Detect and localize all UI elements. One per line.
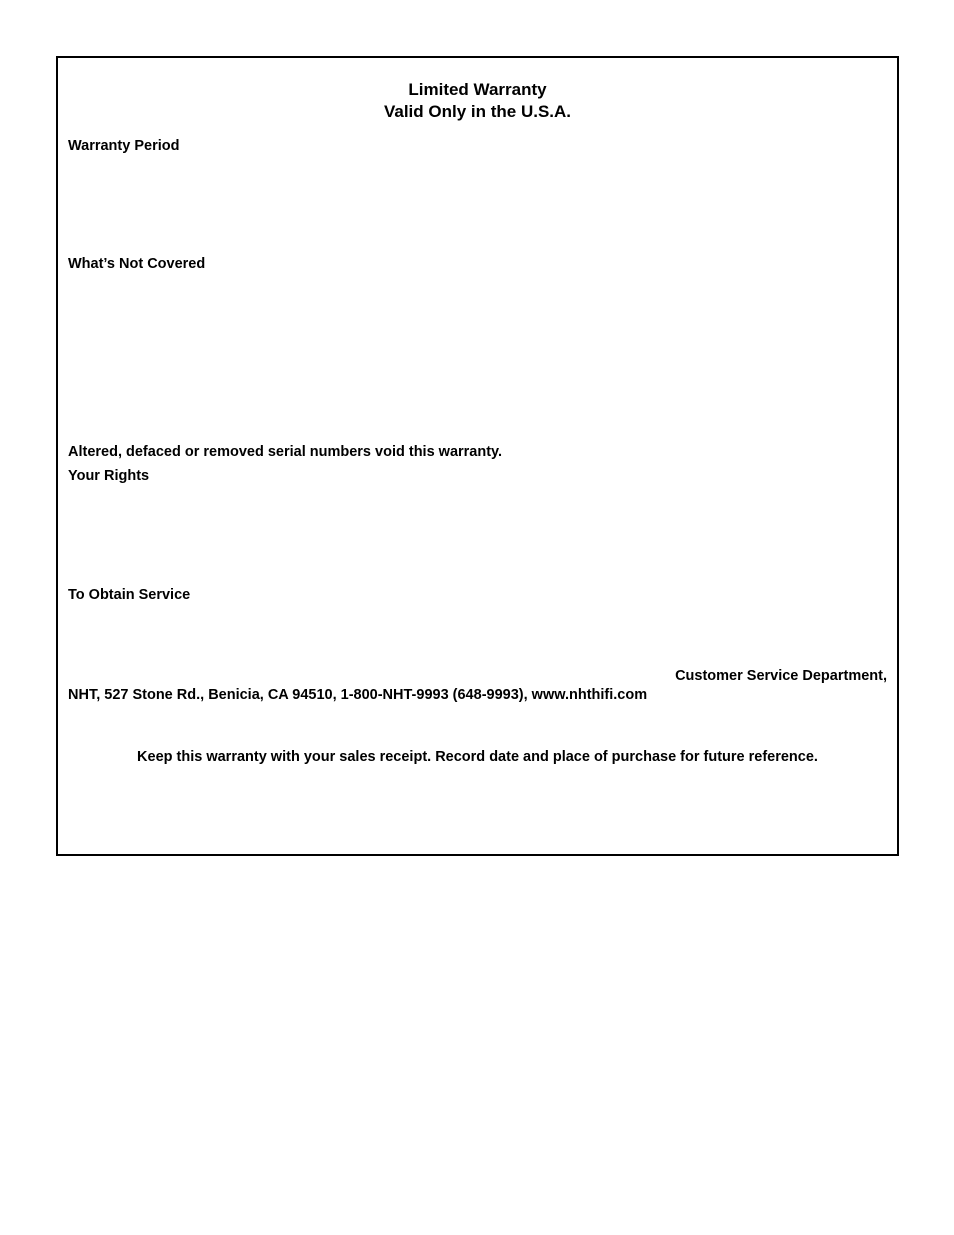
section-heading-to-obtain-service: To Obtain Service [68,587,191,603]
footer-note: Keep this warranty with your sales receipt. Record date and place of purchase for future reference. [137,749,818,765]
section-heading-your-rights: Your Rights [68,468,150,484]
warranty-subtitle: Valid Only in the U.S.A. [383,102,572,121]
warranty-box [56,56,899,856]
section-heading-warranty-period: Warranty Period [68,138,180,154]
customer-service-department: Customer Service Department, [675,668,887,684]
section-heading-whats-not-covered: What’s Not Covered [68,256,206,272]
warranty-title: Limited Warranty [408,80,547,99]
service-address-line: NHT, 527 Stone Rd., Benicia, CA 94510, 1-800-NHT-9993 (648-9993), www.nhthifi.com [68,687,648,703]
serial-number-notice: Altered, defaced or removed serial numbers void this warranty. [68,444,503,460]
